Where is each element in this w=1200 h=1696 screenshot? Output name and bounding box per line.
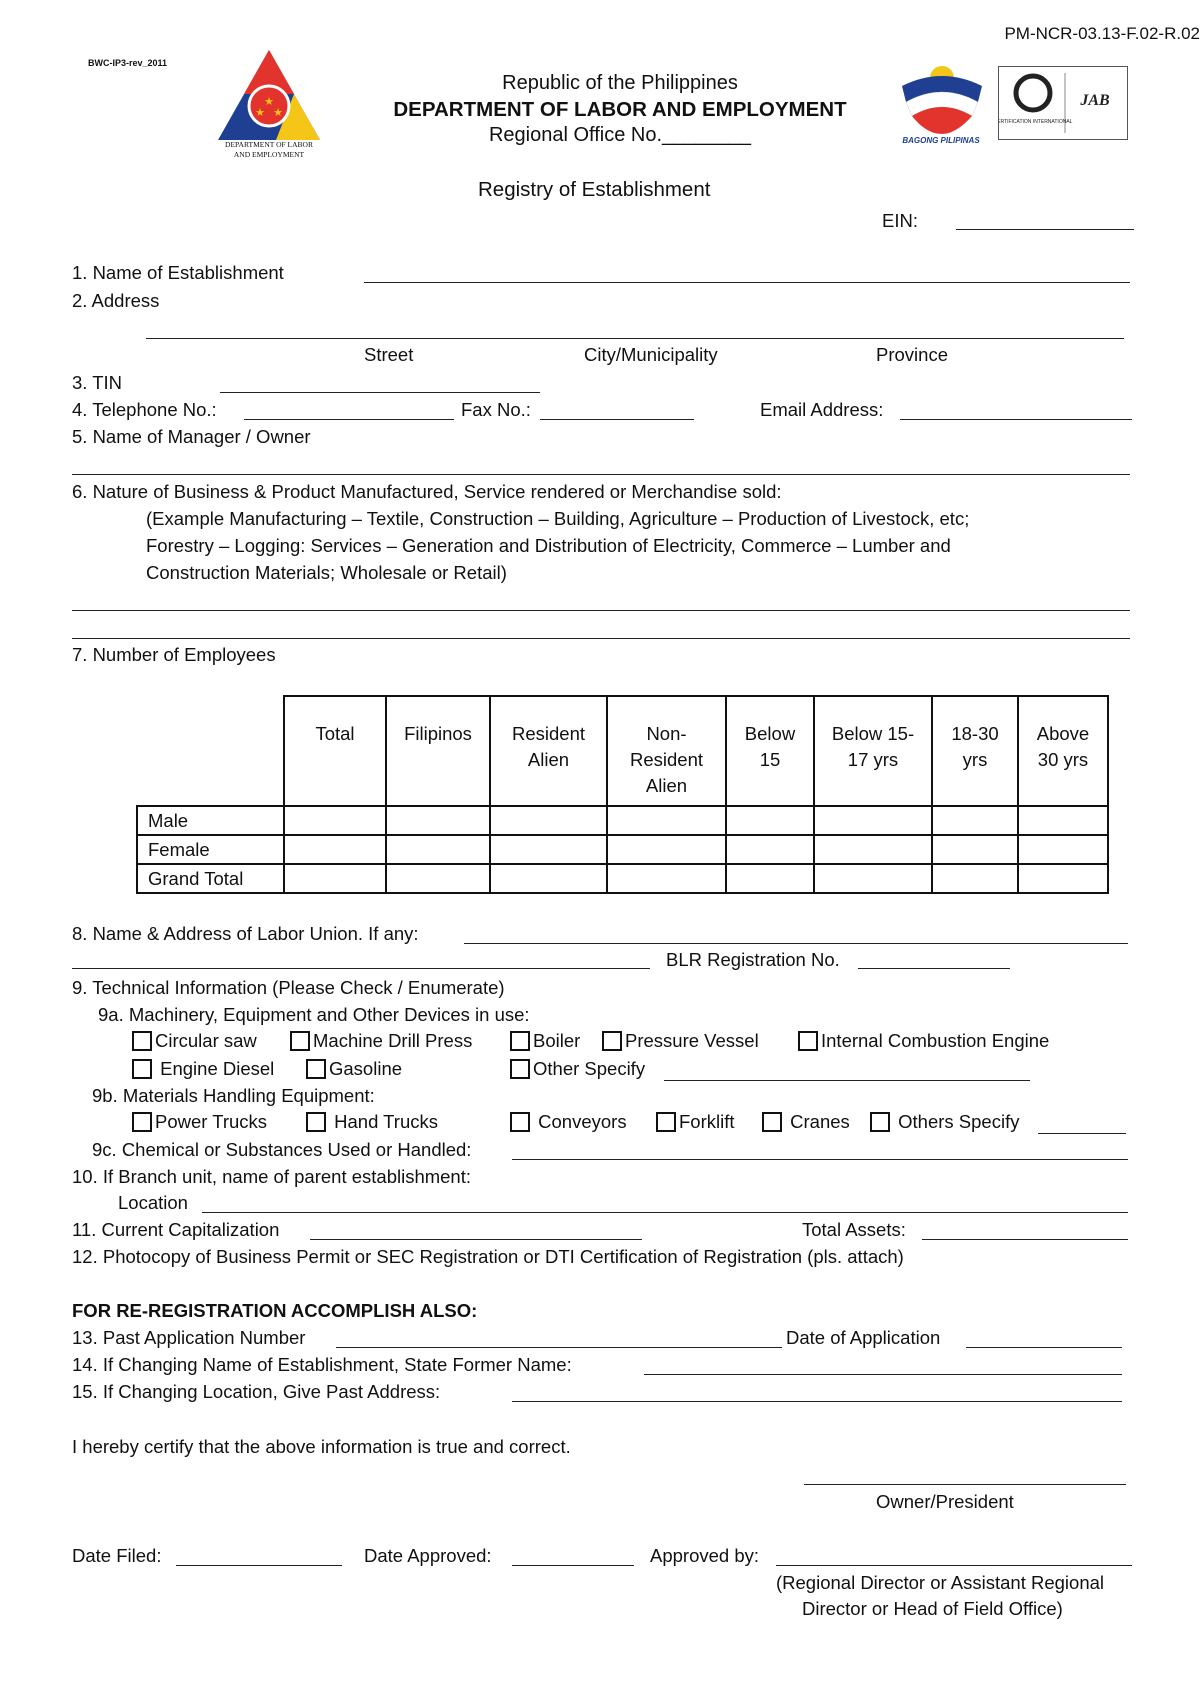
item-11-label: 11. Current Capitalization: [72, 1219, 280, 1240]
col-header-line: Alien: [527, 749, 570, 770]
approved-by-field[interactable]: [776, 1565, 1132, 1566]
opt-conveyors[interactable]: [510, 1111, 627, 1133]
option-label: Circular saw: [155, 1030, 257, 1051]
col-18-30: [932, 696, 1018, 806]
row-label-male: Male: [137, 806, 284, 835]
table-cell[interactable]: [284, 806, 386, 835]
revision-code: BWC-IP3-rev_2011: [88, 58, 168, 68]
table-cell[interactable]: [1018, 835, 1108, 864]
fax-label: Fax No.:: [461, 399, 531, 420]
opt-power-trucks[interactable]: [132, 1111, 267, 1133]
past-application-field[interactable]: [336, 1347, 782, 1348]
checkbox[interactable]: [510, 1112, 530, 1132]
table-cell[interactable]: [490, 806, 607, 835]
option-label: Engine Diesel: [160, 1058, 275, 1079]
table-row: [137, 806, 1108, 835]
opt-circular-saw[interactable]: [132, 1030, 257, 1052]
col-below-15: [726, 696, 814, 806]
labor-union-field-2[interactable]: [72, 968, 650, 969]
table-cell[interactable]: [386, 864, 490, 893]
address-field[interactable]: [146, 338, 1124, 339]
opt-hand-trucks[interactable]: [306, 1111, 438, 1133]
nature-of-business-field-2[interactable]: [72, 638, 1130, 639]
svg-text:★: ★: [255, 106, 265, 119]
checkbox[interactable]: [132, 1112, 152, 1132]
item-6-label: 6. Nature of Business & Product Manufactured, Service rendered or Merchandise sold:: [72, 481, 782, 502]
jab-text: JAB: [1080, 92, 1110, 109]
address-province-label: Province: [876, 344, 948, 365]
checkbox[interactable]: [798, 1031, 818, 1051]
row-label-grand-total: Grand Total: [137, 864, 284, 893]
col-header-line: 17 yrs: [847, 749, 899, 770]
opt-forklift[interactable]: [656, 1111, 735, 1133]
item-15-label: 15. If Changing Location, Give Past Address:: [72, 1381, 441, 1402]
approver-title-1: (Regional Director or Assistant Regional: [776, 1572, 1105, 1593]
table-cell[interactable]: [607, 806, 726, 835]
date-application-label: Date of Application: [786, 1327, 941, 1348]
option-label: Pressure Vessel: [625, 1030, 759, 1051]
col-non-resident-alien: [607, 696, 726, 806]
col-header-line: Total: [315, 723, 355, 744]
date-filed-label: Date Filed:: [72, 1545, 162, 1566]
col-header-line: Filipinos: [404, 723, 472, 744]
cert-intl-text: CERTIFICATION INTERNATIONAL: [999, 119, 1073, 125]
option-label: Forklift: [679, 1111, 735, 1132]
establishment-name-field[interactable]: [364, 282, 1130, 283]
checkbox[interactable]: [510, 1059, 530, 1079]
table-cell[interactable]: [726, 864, 814, 893]
certify-statement: I hereby certify that the above information is true and correct.: [72, 1436, 571, 1457]
item-14-label: 14. If Changing Name of Establishment, State Former Name:: [72, 1354, 572, 1375]
other-machinery-field[interactable]: [664, 1080, 1030, 1081]
opt-engine-diesel[interactable]: [132, 1058, 274, 1080]
checkbox[interactable]: [870, 1112, 890, 1132]
opt-other-specify[interactable]: [510, 1058, 645, 1080]
opt-others-specify[interactable]: [870, 1111, 1019, 1133]
checkbox[interactable]: [306, 1059, 326, 1079]
item-9-label: 9. Technical Information (Please Check / Enumerate): [72, 977, 505, 998]
option-label: Cranes: [790, 1111, 850, 1132]
item-7-label: 7. Number of Employees: [72, 644, 276, 665]
tin-field[interactable]: [220, 392, 540, 393]
nature-of-business-field-1[interactable]: [72, 610, 1130, 611]
date-application-field[interactable]: [966, 1347, 1122, 1348]
item-9b-label: 9b. Materials Handling Equipment:: [92, 1085, 375, 1106]
manager-name-field[interactable]: [72, 474, 1130, 475]
table-cell[interactable]: [607, 864, 726, 893]
table-row: [137, 835, 1108, 864]
item-6-example-3: Construction Materials; Wholesale or Retail): [146, 562, 507, 583]
col-above-30: [1018, 696, 1108, 806]
capitalization-field[interactable]: [310, 1239, 642, 1240]
reregistration-heading: FOR RE-REGISTRATION ACCOMPLISH ALSO:: [72, 1300, 478, 1321]
table-cell[interactable]: [932, 864, 1018, 893]
item-1-label: 1. Name of Establishment: [72, 262, 284, 283]
table-cell[interactable]: [490, 835, 607, 864]
blr-label: BLR Registration No.: [666, 949, 840, 970]
option-label: Conveyors: [538, 1111, 627, 1132]
checkbox[interactable]: [510, 1031, 530, 1051]
former-name-field[interactable]: [644, 1374, 1122, 1375]
col-header-line: Below: [744, 723, 796, 744]
option-label: Power Trucks: [155, 1111, 268, 1132]
fax-field[interactable]: [540, 419, 694, 420]
svg-text:★: ★: [264, 95, 274, 108]
checkbox[interactable]: [132, 1059, 152, 1079]
option-label: Other Specify: [533, 1058, 646, 1079]
table-cell[interactable]: [814, 835, 932, 864]
checkbox[interactable]: [306, 1112, 326, 1132]
table-cell[interactable]: [490, 864, 607, 893]
col-header-line: Above: [1036, 723, 1090, 744]
col-header-line: 15: [759, 749, 781, 770]
table-cell[interactable]: [726, 835, 814, 864]
option-label: Gasoline: [329, 1058, 403, 1079]
past-address-field[interactable]: [512, 1401, 1122, 1402]
svg-text:★: ★: [273, 106, 283, 119]
dole-logo-text-2: AND EMPLOYMENT: [233, 150, 305, 159]
checkbox[interactable]: [602, 1031, 622, 1051]
opt-boiler[interactable]: [510, 1030, 580, 1052]
table-cell[interactable]: [386, 806, 490, 835]
table-cell[interactable]: [386, 835, 490, 864]
opt-cranes[interactable]: [762, 1111, 850, 1133]
certification-icon: [999, 67, 1127, 139]
table-cell[interactable]: [1018, 806, 1108, 835]
row-label-female: Female: [137, 835, 284, 864]
checkbox[interactable]: [290, 1031, 310, 1051]
parent-location-field[interactable]: [202, 1212, 1128, 1213]
col-header-line: 18-30: [951, 723, 999, 744]
labor-union-field[interactable]: [464, 943, 1128, 944]
col-header-line: yrs: [962, 749, 988, 770]
item-9c-label: 9c. Chemical or Substances Used or Handled:: [92, 1139, 472, 1160]
date-filed-field[interactable]: [176, 1565, 342, 1566]
item-13-label: 13. Past Application Number: [72, 1327, 306, 1348]
opt-machine-drill-press[interactable]: [290, 1030, 472, 1052]
item-9a-label: 9a. Machinery, Equipment and Other Devices in use:: [98, 1004, 530, 1025]
table-cell[interactable]: [1018, 864, 1108, 893]
header-regional-office: Regional Office No.________: [488, 124, 752, 146]
item-8-label: 8. Name & Address of Labor Union. If any:: [72, 923, 419, 944]
bagong-pilipinas-logo: [896, 56, 986, 148]
option-label: Hand Trucks: [334, 1111, 438, 1132]
item-6-example-2: Forestry – Logging: Services – Generation and Distribution of Electricity, Commerce – Lumber and: [146, 535, 951, 556]
opt-internal-combustion-engine[interactable]: [798, 1030, 1049, 1052]
approved-by-label: Approved by:: [650, 1545, 760, 1566]
option-label: Boiler: [533, 1030, 581, 1051]
col-total: [284, 696, 386, 806]
approver-title-2: Director or Head of Field Office): [802, 1598, 1063, 1619]
date-approved-field[interactable]: [512, 1565, 634, 1566]
blr-field[interactable]: [858, 968, 1010, 969]
date-approved-label: Date Approved:: [364, 1545, 492, 1566]
col-header-line: Below 15-: [831, 723, 915, 744]
item-4-label: 4. Telephone No.:: [72, 399, 217, 420]
col-resident-alien: [490, 696, 607, 806]
table-cell[interactable]: [814, 864, 932, 893]
form-code: PM-NCR-03.13-F.02-R.02: [1004, 24, 1200, 43]
ein-field[interactable]: [956, 229, 1134, 230]
item-3-label: 3. TIN: [72, 372, 123, 393]
table-cell[interactable]: [814, 806, 932, 835]
col-header-line: 30 yrs: [1037, 749, 1089, 770]
item-2-label: 2. Address: [72, 290, 160, 311]
col-header-line: Non-: [646, 723, 687, 744]
table-cell[interactable]: [284, 835, 386, 864]
owner-president-label: Owner/President: [876, 1491, 1014, 1512]
opt-gasoline[interactable]: [306, 1058, 402, 1080]
col-filipinos: [386, 696, 490, 806]
table-row: [137, 864, 1108, 893]
item-5-label: 5. Name of Manager / Owner: [72, 426, 311, 447]
address-street-label: Street: [364, 344, 414, 365]
table-cell[interactable]: [726, 806, 814, 835]
opt-pressure-vessel[interactable]: [602, 1030, 759, 1052]
ein-label: EIN:: [882, 210, 918, 231]
option-label: Machine Drill Press: [313, 1030, 473, 1051]
owner-signature-field[interactable]: [804, 1484, 1126, 1485]
item-10-label: 10. If Branch unit, name of parent establishment:: [72, 1166, 472, 1187]
col-below-15-17: [814, 696, 932, 806]
col-header-line: Resident: [511, 723, 585, 744]
col-header-line: Resident: [629, 749, 703, 770]
checkbox[interactable]: [762, 1112, 782, 1132]
email-field[interactable]: [900, 419, 1132, 420]
total-assets-field[interactable]: [922, 1239, 1128, 1240]
option-label: Internal Combustion Engine: [821, 1030, 1050, 1051]
header-department: DEPARTMENT OF LABOR AND EMPLOYMENT: [393, 98, 847, 121]
telephone-field[interactable]: [244, 419, 454, 420]
address-city-label: City/Municipality: [584, 344, 718, 365]
table-cell[interactable]: [932, 806, 1018, 835]
dole-logo: [214, 48, 324, 158]
bagong-pilipinas-text: BAGONG PILIPINAS: [902, 136, 980, 145]
dole-logo-icon: [214, 48, 324, 148]
table-cell[interactable]: [607, 835, 726, 864]
dole-logo-text-1: DEPARTMENT OF LABOR: [225, 140, 313, 149]
table-cell[interactable]: [932, 835, 1018, 864]
checkbox[interactable]: [132, 1031, 152, 1051]
location-label: Location: [118, 1192, 188, 1213]
employees-table: [136, 695, 1109, 894]
header-republic: Republic of the Philippines: [502, 72, 738, 94]
other-handling-field[interactable]: [1038, 1133, 1126, 1134]
option-label: Others Specify: [898, 1111, 1020, 1132]
table-cell[interactable]: [284, 864, 386, 893]
chemicals-field[interactable]: [512, 1159, 1128, 1160]
certification-logo: [998, 66, 1128, 140]
total-assets-label: Total Assets:: [802, 1219, 906, 1240]
col-header-line: Alien: [645, 775, 688, 796]
item-12-label: 12. Photocopy of Business Permit or SEC Registration or DTI Certification of Registration (pls. attach): [72, 1246, 904, 1267]
item-6-example-1: (Example Manufacturing – Textile, Construction – Building, Agriculture – Production of Livestock, etc;: [146, 508, 970, 529]
checkbox[interactable]: [656, 1112, 676, 1132]
email-label: Email Address:: [760, 399, 884, 420]
bagong-pilipinas-icon: [896, 56, 986, 136]
form-title: Registry of Establishment: [478, 178, 711, 201]
